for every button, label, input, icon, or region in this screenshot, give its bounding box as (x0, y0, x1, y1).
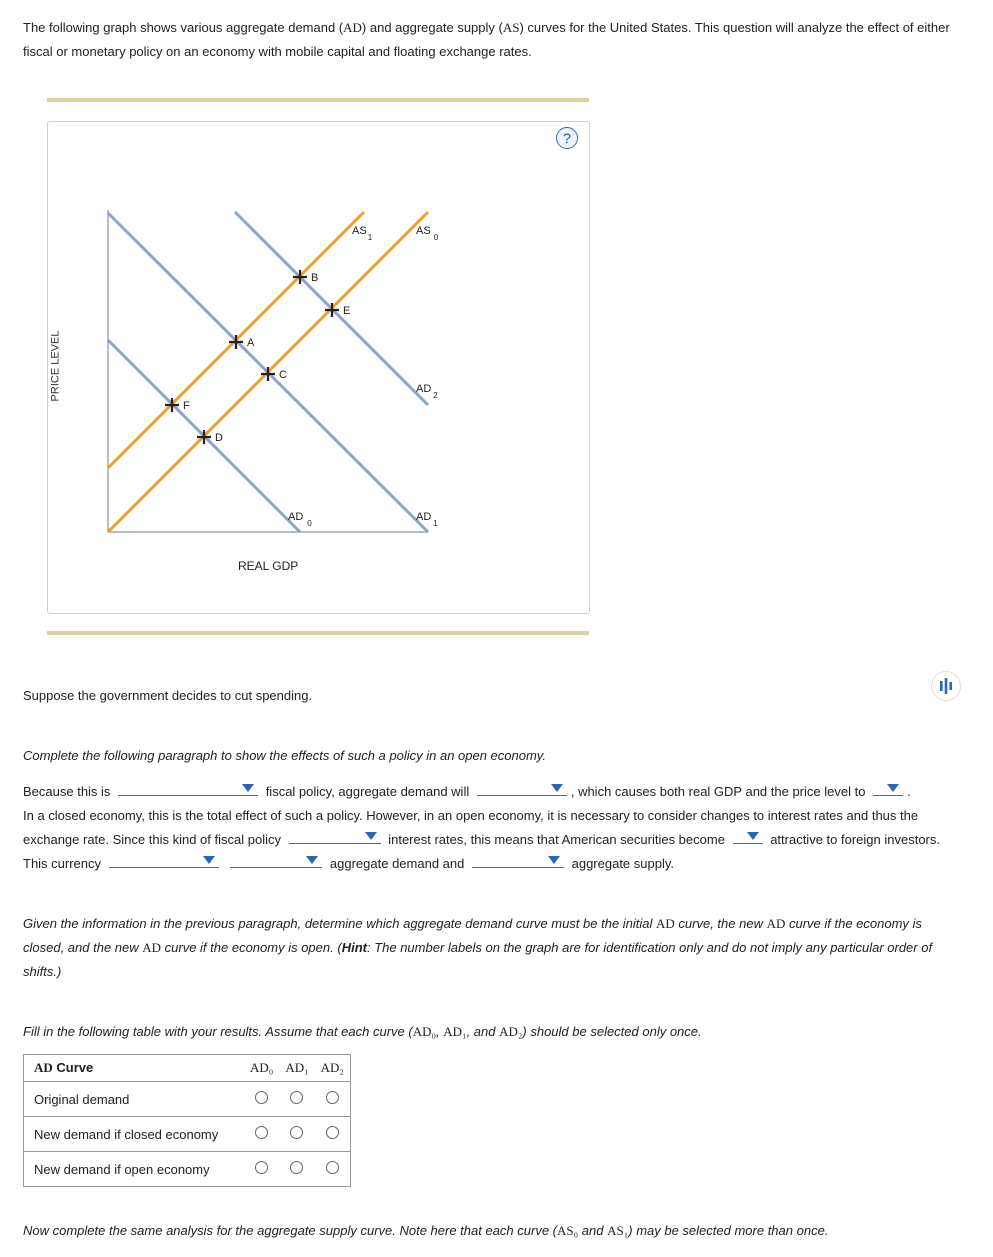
row-label: New demand if closed economy (34, 1126, 219, 1142)
gdp-price-change-dropdown[interactable] (873, 781, 903, 796)
col-ad1: AD₁ (279, 1055, 314, 1082)
table-header-label: AD Curve (24, 1055, 245, 1082)
col-ad0: AD₀ (244, 1055, 279, 1082)
radio-open-ad1[interactable] (290, 1161, 303, 1174)
point-e-label: E (343, 305, 351, 317)
ad2-label: $AD_2$ (416, 383, 438, 400)
radio-closed-ad1[interactable] (290, 1126, 303, 1139)
ad1-label: $AD_1$ (416, 511, 438, 528)
as0-label: $AS_0$ (416, 225, 439, 242)
help-icon[interactable]: ? (556, 127, 578, 149)
y-axis-label: PRICE LEVEL (49, 330, 62, 402)
currency-change-dropdown[interactable] (109, 853, 219, 868)
table-row (24, 1117, 351, 1152)
point-b-label: B (311, 272, 319, 284)
radio-original-ad0[interactable] (255, 1091, 268, 1104)
radio-open-ad2[interactable] (326, 1161, 339, 1174)
graph-bottom-divider (47, 631, 589, 635)
point-c-label: C (279, 369, 287, 381)
point-f-label: F (183, 400, 190, 412)
attractiveness-dropdown[interactable] (733, 829, 763, 844)
radio-original-ad2[interactable] (326, 1091, 339, 1104)
radio-closed-ad2[interactable] (326, 1126, 339, 1139)
radio-open-ad0[interactable] (255, 1161, 268, 1174)
point-d-label: D (215, 432, 223, 444)
point-a-label: A (247, 337, 255, 349)
as-effect-dropdown[interactable] (472, 853, 564, 868)
radio-closed-ad0[interactable] (255, 1126, 268, 1139)
given-info-text: Given the information in the previous paragraph, determine which aggregate demand curve must be the initial AD curve, the new AD curve if the economy is closed, and the new AD curve if the economy is open. (Hint: The number labels on the graph are for identification only and do not imply any particular order of shifts.) (23, 916, 933, 979)
row-label: Original demand (34, 1091, 130, 1107)
paragraph-prompt: Complete the following paragraph to show the effects of such a policy in an open economy. (23, 748, 546, 763)
as1-label: $AS_1$ (352, 225, 373, 242)
radio-original-ad1[interactable] (290, 1091, 303, 1104)
ad-curve-table (23, 1054, 351, 1187)
table-prompt: Fill in the following table with your results. Assume that each curve (AD₀, AD₁, and AD₂) should be selected only once. (23, 1024, 702, 1039)
ad-effect-dropdown[interactable] (230, 853, 322, 868)
bar-chart-icon[interactable] (931, 671, 961, 701)
policy-sentence: Suppose the government decides to cut spending. (23, 688, 313, 703)
policy-type-dropdown[interactable] (118, 781, 258, 796)
ad-change-dropdown[interactable] (477, 781, 567, 796)
x-axis-label: REAL GDP (238, 559, 299, 573)
interest-rate-dropdown[interactable] (289, 829, 381, 844)
fill-paragraph: Because this is fiscal policy, aggregate demand will , which causes both real GDP and the price level to . In a closed economy, this is the total effect of such a policy. However, in an open economy, it is necessary to consider changes to interest rates and thus the exchange rate. Since this kind of fiscal policy interest rates, this means that American securities become attractive to foreign investors. This currency aggregate demand and aggregate supply. (23, 780, 953, 876)
supply-prompt: Now complete the same analysis for the aggregate supply curve. Note here that each curve (AS₀ and AS₁) may be selected more than once. (23, 1223, 829, 1238)
table-row (24, 1152, 351, 1187)
intro-text: The following graph shows various aggregate demand (AD) and aggregate supply (AS) curves for the United States. This question will analyze the effect of either fiscal or monetary policy on an economy with mobile capital and floating exchange rates. (23, 20, 950, 59)
row-label: New demand if open economy (34, 1161, 210, 1177)
col-ad2: AD₂ (315, 1055, 351, 1082)
ad0-label: $AD_0$ (288, 511, 312, 528)
table-row (24, 1082, 351, 1117)
